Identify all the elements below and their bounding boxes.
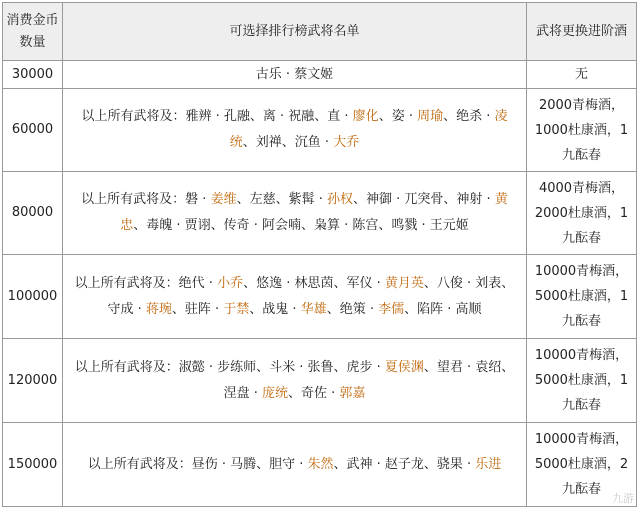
wine-cell: 10000青梅酒，5000杜康酒，1九酝春	[527, 255, 637, 339]
highlighted-general-name: 蒋琬	[145, 301, 172, 317]
general-list-cell	[63, 255, 527, 339]
wine-cell: 2000青梅酒，1000杜康酒，1九酝春	[527, 89, 637, 172]
wine-cell: 10000青梅酒，5000杜康酒，1九酝春	[527, 339, 637, 423]
general-list-cell	[63, 172, 527, 255]
general-list-text: 古乐 · 蔡文姬	[255, 66, 334, 82]
general-table-container	[2, 2, 638, 508]
general-list-cell	[63, 423, 527, 507]
header-cost	[3, 3, 63, 61]
cost-cell: 120000	[3, 339, 63, 423]
cost-cell: 80000	[3, 172, 63, 255]
general-list-cell	[63, 89, 527, 172]
cost-cell: 60000	[3, 89, 63, 172]
general-list-text: 、左慈、紫髯 ·	[236, 192, 327, 207]
general-list-text: 以上所有武将及：淑懿 · 步练师、斗米 · 张鲁、虎步 ·	[74, 359, 385, 375]
table-row	[3, 172, 637, 255]
general-list-cell	[63, 339, 527, 423]
highlighted-general-name: 廖化	[352, 109, 379, 124]
watermark: 九游	[612, 492, 634, 505]
highlighted-general-name: 夏侯渊	[384, 359, 424, 375]
general-list-text: 、姿 ·	[378, 109, 418, 124]
highlighted-general-name: 朱然	[307, 456, 334, 472]
header-cost-label: 消费金币数量	[6, 12, 59, 50]
highlighted-general-name: 孙权	[327, 192, 354, 207]
general-list-text: 、望君 · 袁绍、涅盘 ·	[223, 359, 515, 401]
table-row	[3, 423, 637, 507]
header-wine-label: 武将更换进阶酒	[535, 23, 627, 39]
highlighted-general-name: 凌统	[229, 109, 508, 150]
general-list-text: 以上所有武将及：雅辨 · 孔融、离 · 祝融、直 ·	[81, 109, 353, 124]
highlighted-general-name: 黄忠	[120, 192, 508, 233]
wine-cell: 4000青梅酒，2000杜康酒，1九酝春	[527, 172, 637, 255]
cost-cell: 150000	[3, 423, 63, 507]
general-list-text: 、战鬼 ·	[249, 301, 301, 317]
general-list-text: 以上所有武将及：昼伤 · 马腾、胆守 ·	[87, 456, 308, 472]
general-list-cell	[63, 61, 527, 89]
highlighted-general-name: 小乔	[217, 275, 244, 291]
general-list-text: 、八俊 · 刘表、守成 ·	[107, 275, 515, 317]
general-list-text: 、绝杀 ·	[443, 109, 495, 124]
table-header-row	[3, 3, 637, 61]
table-row	[3, 89, 637, 172]
header-list-label: 可选择排行榜武将名单	[229, 23, 360, 39]
highlighted-general-name: 李儒	[378, 301, 405, 317]
general-list-text: 、毒魄 · 贾诩、传奇 · 阿会喃、枭算 · 陈宫、鸣戮 · 王元姬	[133, 218, 469, 233]
cost-cell: 30000	[3, 61, 63, 89]
highlighted-general-name: 姜维	[210, 192, 237, 207]
highlighted-general-name: 于禁	[223, 301, 250, 317]
wine-cell: 10000青梅酒，5000杜康酒，2九酝春	[527, 423, 637, 507]
general-list-text: 、奇佐 ·	[288, 385, 340, 401]
general-list-text: 、武神 · 赵子龙、骁果 ·	[333, 456, 476, 472]
cost-cell: 100000	[3, 255, 63, 339]
header-list	[63, 3, 527, 61]
header-wine	[527, 3, 637, 61]
table-row	[3, 255, 637, 339]
general-exchange-table	[2, 2, 637, 507]
highlighted-general-name: 周瑜	[417, 109, 444, 124]
general-list-text: 、刘禅、沉鱼 ·	[242, 135, 334, 150]
table-row	[3, 339, 637, 423]
wine-cell: 无	[527, 61, 637, 89]
highlighted-general-name: 庞统	[261, 385, 288, 401]
highlighted-general-name: 乐进	[475, 456, 502, 472]
highlighted-general-name: 郭嘉	[339, 385, 366, 401]
general-list-text: 、悠逸 · 林思茵、军仪 ·	[243, 275, 385, 291]
highlighted-general-name: 黄月英	[384, 275, 424, 291]
highlighted-general-name: 大乔	[333, 135, 360, 150]
general-list-text: 、陷阵 · 高顺	[404, 301, 482, 317]
general-list-text: 、神御 · 兀突骨、神射 ·	[353, 192, 495, 207]
table-row	[3, 61, 637, 89]
general-list-text: 、驻阵 ·	[171, 301, 224, 317]
highlighted-general-name: 华雄	[300, 301, 327, 317]
general-list-text: 以上所有武将及：磐 ·	[81, 192, 211, 207]
general-list-text: 、绝策 ·	[326, 301, 379, 317]
general-list-text: 以上所有武将及：绝代 ·	[74, 275, 218, 291]
